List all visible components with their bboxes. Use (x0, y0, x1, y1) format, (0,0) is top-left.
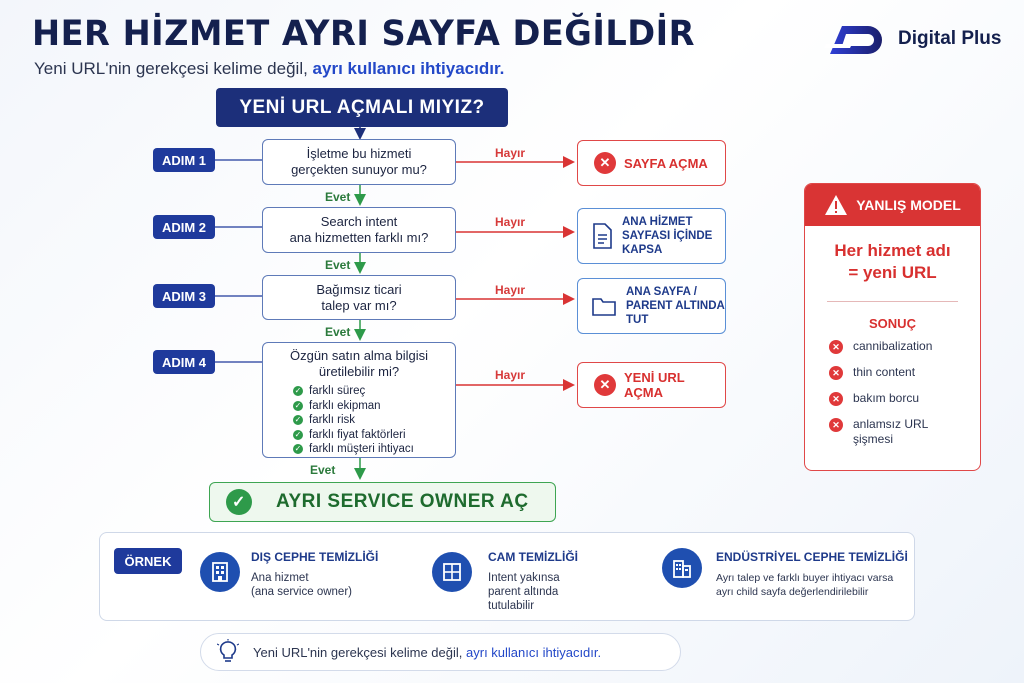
question-line: üretilebilir mi? (318, 364, 400, 379)
result-line: şişmesi (853, 432, 894, 446)
list-item (829, 365, 980, 380)
step-question-1 (262, 139, 456, 185)
criteria-text: farklı fiyat faktörleri (309, 428, 406, 441)
window-icon (432, 552, 472, 592)
criteria-text: farklı süreç (309, 385, 366, 397)
list-item (293, 384, 414, 399)
check-icon: ✓ (294, 386, 302, 396)
check-icon: ✓ (294, 429, 302, 439)
outcome-no-new-url (577, 362, 726, 408)
step-question-2 (262, 207, 456, 253)
step-badge-4: ADIM 4 (153, 350, 215, 374)
final-outcome (209, 482, 556, 522)
example-item-1 (251, 550, 381, 599)
list-item (293, 413, 414, 428)
yes-label-4: Evet (310, 463, 336, 477)
question-line: gerçekten sunuyor mu? (291, 162, 427, 177)
outcome-line: ANA SAYFA / (626, 286, 697, 298)
folder-icon (592, 296, 616, 316)
example-item-3 (716, 550, 908, 599)
outcome-line: ANA HİZMET (622, 216, 693, 228)
x-circle-icon: ✕ (829, 340, 843, 354)
list-item (829, 417, 980, 447)
example-desc (716, 571, 908, 599)
statement-line: Her hizmet adı (834, 241, 951, 260)
desc-line: Ayrı talep ve farklı buyer ihtiyacı varsa (716, 572, 894, 584)
example-title: ENDÜSTRİYEL CEPHE TEMİZLİĞİ (716, 550, 908, 564)
wrong-model-title: YANLIŞ MODEL (856, 197, 961, 213)
outcome-text: SAYFA AÇMA (624, 155, 708, 171)
building-icon (200, 552, 240, 592)
result-text: thin content (853, 365, 916, 379)
check-icon: ✓ (294, 415, 302, 425)
footer-note (200, 633, 681, 671)
outcome-line: SAYFASI İÇİNDE (622, 230, 713, 242)
desc-line: (ana service owner) (251, 586, 352, 598)
check-icon: ✓ (294, 444, 302, 454)
question-line: talep var mı? (321, 297, 397, 313)
outcome-no-page (577, 140, 726, 186)
x-circle-icon: ✕ (829, 392, 843, 406)
x-circle-icon: ✕ (829, 366, 843, 380)
x-circle-icon: ✕ (829, 418, 843, 432)
x-circle-icon: ✕ (594, 152, 616, 174)
footer-text-main: Yeni URL'nin gerekçesi kelime değil, (253, 644, 467, 660)
result-text: cannibalization (853, 339, 933, 353)
statement-line: = yeni URL (848, 263, 937, 282)
step-question-4 (262, 342, 456, 458)
check-icon: ✓ (294, 400, 302, 410)
result-text: bakım borcu (853, 391, 920, 405)
result-list (805, 339, 980, 447)
wrong-model-statement (805, 240, 980, 284)
wrong-model-panel (804, 183, 981, 471)
outcome-include-in-main (577, 208, 726, 264)
list-item (293, 399, 414, 414)
list-item (293, 428, 414, 443)
step-question-3 (262, 275, 456, 320)
no-label-4: Hayır (495, 368, 526, 382)
step-badge-3: ADIM 3 (153, 284, 215, 308)
outcome-line: KAPSA (622, 244, 663, 256)
list-item (293, 442, 414, 457)
question-line: ana hizmetten farklı mı? (289, 230, 429, 245)
criteria-text: farklı müşteri ihtiyacı (309, 443, 414, 455)
wrong-model-header (805, 184, 980, 226)
question-line: Bağımsız ticari (316, 281, 402, 297)
desc-line: tutulabilir (488, 600, 535, 612)
desc-line: Intent yakınsa (488, 572, 560, 584)
list-item (829, 339, 980, 354)
list-item (829, 391, 980, 406)
logo-text: Digital Plus (898, 28, 1002, 49)
outcome-keep-under-parent (577, 278, 726, 334)
no-label-2: Hayır (495, 215, 526, 229)
x-circle-icon: ✕ (594, 374, 616, 396)
yes-label-3: Evet (325, 325, 351, 339)
yes-label-2: Evet (325, 258, 351, 272)
example-title: DIŞ CEPHE TEMİZLİĞİ (251, 550, 379, 564)
footer-text (253, 645, 601, 660)
document-icon (592, 223, 612, 249)
check-circle-icon: ✓ (226, 489, 252, 515)
criteria-text: farklı ekipman (309, 399, 381, 412)
divider (827, 301, 958, 302)
decision-question: YENİ URL AÇMALI MIYIZ? (216, 88, 508, 127)
lightbulb-icon (217, 639, 239, 665)
step-badge-1: ADIM 1 (153, 148, 215, 172)
result-line: anlamsız URL (853, 417, 929, 431)
subtitle-highlight: ayrı kullanıcı ihtiyacıdır. (312, 59, 505, 78)
example-item-2 (488, 550, 588, 613)
outcome-text (622, 215, 712, 257)
step-badge-2: ADIM 2 (153, 215, 215, 239)
desc-line: Ana hizmet (251, 572, 309, 584)
example-desc (488, 571, 588, 613)
no-label-1: Hayır (495, 146, 526, 160)
question-line: Search intent (320, 214, 398, 229)
criteria-checklist (293, 384, 414, 457)
subtitle-text: Yeni URL'nin gerekçesi kelime değil, (34, 59, 313, 78)
example-desc (251, 571, 381, 599)
question-line: İşletme bu hizmeti (306, 146, 412, 161)
footer-text-highlight: ayrı kullanıcı ihtiyacıdır. (466, 644, 602, 660)
result-title: SONUÇ (869, 316, 916, 331)
desc-line: ayrı child sayfa değerlendirilebilir (716, 586, 869, 598)
outcome-text (626, 285, 725, 327)
question-line: Özgün satın alma bilgisi (289, 348, 428, 363)
yes-label-1: Evet (325, 190, 351, 204)
factory-icon (662, 548, 702, 588)
no-label-3: Hayır (495, 283, 526, 297)
outcome-line: TUT (626, 314, 649, 326)
example-title: CAM TEMİZLİĞİ (488, 550, 578, 564)
final-text: AYRI SERVICE OWNER AÇ (276, 491, 529, 512)
warning-icon (824, 194, 848, 216)
example-badge: ÖRNEK (114, 548, 182, 574)
outcome-line: PARENT ALTINDA (626, 300, 725, 312)
page-title: HER HİZMET AYRI SAYFA DEĞİLDİR (32, 14, 695, 54)
criteria-text: farklı risk (309, 414, 355, 426)
result-text (853, 417, 928, 447)
desc-line: parent altında (488, 586, 559, 598)
outcome-text: YENİ URL AÇMA (624, 370, 685, 400)
